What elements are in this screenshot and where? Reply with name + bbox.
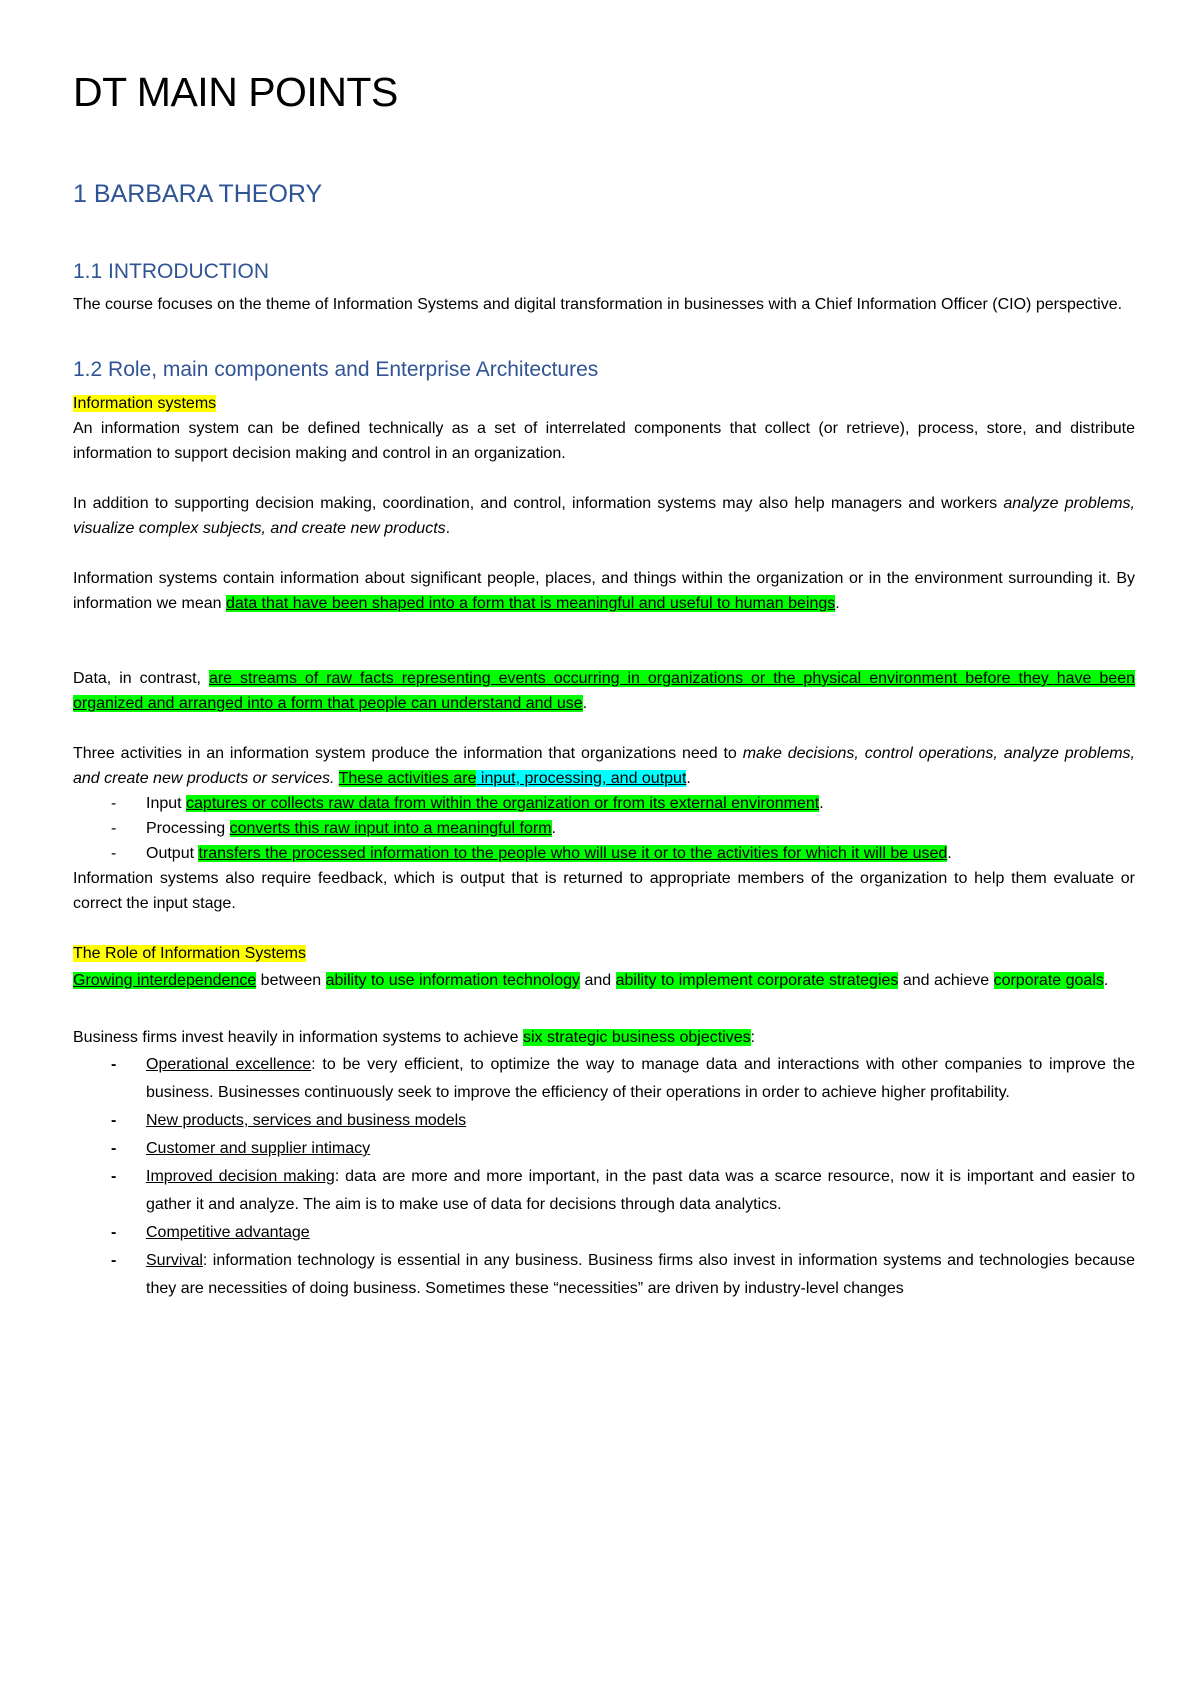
input-processing-output-highlight: input, processing, and output	[476, 770, 687, 787]
info-systems-contain-paragraph: Information systems contain information about significant people, places, and things within the organization or in the environment surrounding it. By information we mean data that have been shaped into a form that is meaningful and useful to human beings.	[73, 570, 1135, 612]
document-title: DT MAIN POINTS	[73, 69, 398, 115]
three-activities-paragraph: Three activities in an information system produce the information that organizations need to make decisions, control operations, analyze problems, and create new products or services. These activities are input, processing, and output.	[73, 745, 1135, 787]
intro-text: The course focuses on the theme of Information Systems and digital transformation in businesses with a Chief Information Officer (CIO) perspective.	[73, 296, 1123, 313]
dash-bullet: -	[111, 820, 117, 837]
section-heading-role-components: 1.2 Role, main components and Enterprise Architectures	[73, 358, 599, 381]
list-item: - Customer and supplier intimacy	[73, 1135, 1135, 1163]
role-label: The Role of Information Systems	[73, 945, 306, 962]
feedback-paragraph: Information systems also require feedback, which is output that is returned to appropriate members of the organization to help them evaluate or correct the input stage.	[73, 870, 1135, 912]
list-item: - Survival: information technology is essential in any business. Business firms also invest in information systems and technologies because they are necessities of doing business. Sometimes these “necessities” are driven by industry-level changes	[73, 1247, 1135, 1303]
dash-bullet: -	[111, 1056, 117, 1073]
section-heading-introduction: 1.1 INTRODUCTION	[73, 260, 270, 283]
dash-bullet: -	[111, 1140, 117, 1157]
invest-paragraph: Business firms invest heavily in information systems to achieve six strategic business objectives:	[73, 1029, 756, 1046]
list-item: - Competitive advantage	[73, 1219, 1135, 1247]
list-item: - Output transfers the processed information to the people who will use it or to the activities for which it will be used.	[73, 841, 1135, 866]
info-systems-support-paragraph: In addition to supporting decision making, coordination, and control, information systems may also help managers and workers analyze problems, visualize complex subjects, and create new products.	[73, 495, 1136, 537]
dash-bullet: -	[111, 795, 117, 812]
dash-bullet: -	[111, 1252, 117, 1269]
list-item: - Improved decision making: data are more and more important, in the past data was a scarce resource, now it is important and easier to gather it and analyze. The aim is to make use of data for decisions through data analytics.	[73, 1163, 1135, 1219]
info-systems-label: Information systems	[73, 395, 217, 412]
info-systems-definition: An information system can be defined technically as a set of interrelated components that collect (or retrieve), process, store, and distribute information to support decision making and control in an organization.	[73, 420, 1135, 462]
list-item: - Operational excellence: to be very efficient, to optimize the way to manage data and interactions with other companies to improve the business. Businesses continuously seek to improve the efficiency of their operations in order to achieve higher profitability.	[73, 1051, 1135, 1107]
list-item: - Processing converts this raw input into a meaningful form.	[73, 816, 1135, 841]
data-contrast-paragraph: Data, in contrast, are streams of raw facts representing events occurring in organizations or the physical environment before they have been organized and arranged into a form that people can understand and use.	[73, 670, 1136, 712]
dash-bullet: -	[111, 1224, 117, 1241]
list-item: - New products, services and business models	[73, 1107, 1135, 1135]
data-definition-highlight: are streams of raw facts representing events occurring in organizations or the physical environment before they have been organized and arranged into a form that people can understand and use	[73, 670, 1136, 712]
dash-bullet: -	[111, 1112, 117, 1129]
information-definition-highlight: data that have been shaped into a form that is meaningful and useful to human beings	[225, 595, 836, 612]
role-label-line	[73, 941, 1135, 966]
list-item: - Input captures or collects raw data from within the organization or from its external environment.	[73, 791, 1135, 816]
activities-list	[73, 791, 1135, 866]
dash-bullet: -	[111, 845, 117, 862]
dash-bullet: -	[111, 1168, 117, 1185]
activities-highlight: These activities are	[338, 770, 477, 787]
objectives-list	[73, 1051, 1135, 1303]
info-systems-label-line	[73, 391, 1135, 416]
intro-paragraph	[73, 292, 1135, 317]
section-heading-barbara-theory: 1 BARBARA THEORY	[73, 180, 323, 208]
interdependence-paragraph: Growing interdependence between ability to use information technology and ability to implement corporate strategies and achieve corporate goals.	[73, 972, 1109, 989]
